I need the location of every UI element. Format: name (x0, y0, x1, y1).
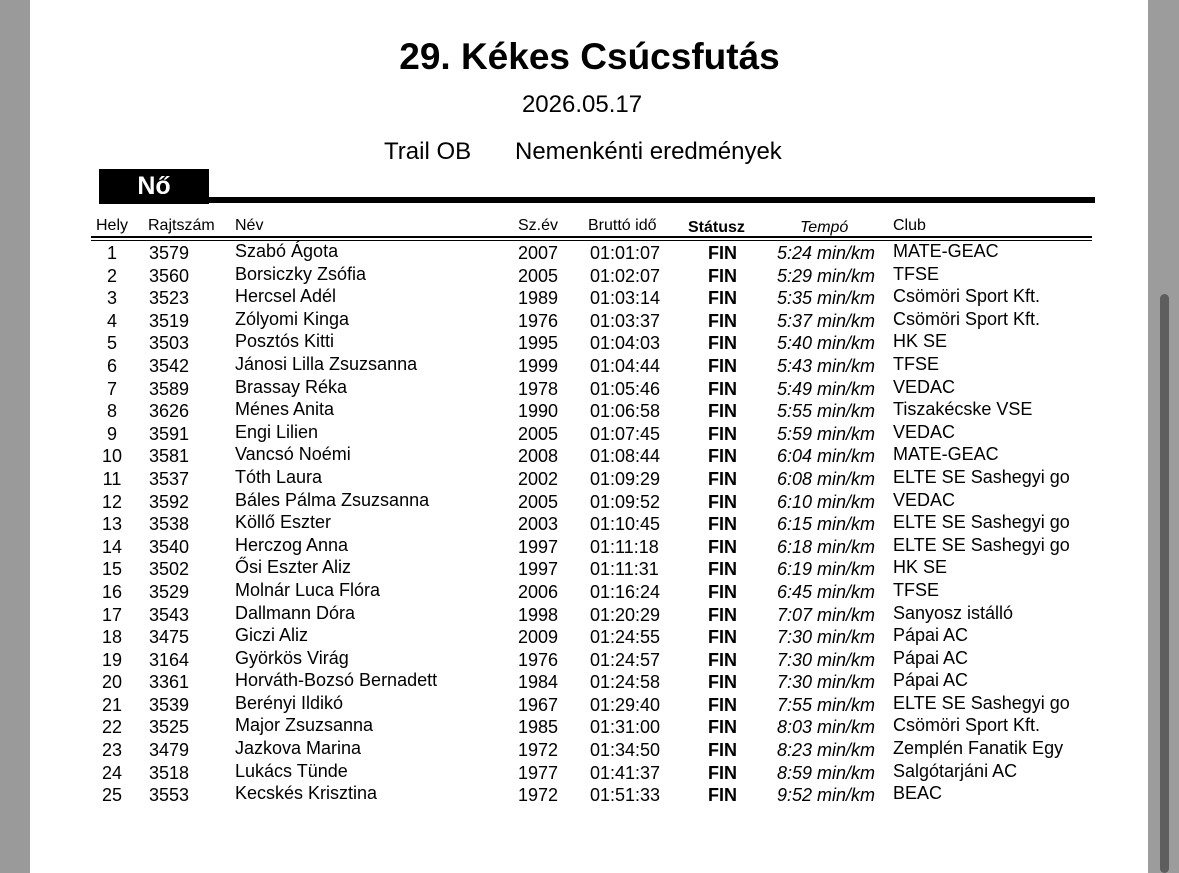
cell-year: 2002 (518, 468, 559, 489)
cell-bib: 3529 (149, 581, 190, 602)
cell-status: FIN (708, 581, 737, 602)
cell-name: Györkös Virág (235, 647, 349, 668)
cell-club: Zemplén Fanatik Egy (893, 738, 1064, 759)
cell-pace: 7:30 min/km (777, 649, 876, 670)
cell-time: 01:51:33 (590, 785, 661, 806)
cell-time: 01:24:57 (590, 649, 661, 670)
cell-name: Berényi Ildikó (235, 692, 344, 713)
cell-year: 1995 (518, 333, 559, 354)
cell-pace: 8:03 min/km (777, 717, 876, 738)
table-row (0, 264, 1179, 287)
cell-time: 01:20:29 (590, 604, 661, 625)
cell-bib: 3579 (149, 243, 190, 263)
table-row (0, 309, 1179, 332)
cell-year: 1977 (518, 762, 559, 783)
cell-time: 01:10:45 (590, 514, 661, 535)
header-rank: Hely (96, 217, 129, 234)
cell-club: Sanyosz istálló (893, 602, 1014, 623)
results-type-label: Nemenkénti eredmények (515, 138, 782, 165)
cell-status: FIN (708, 265, 737, 286)
cell-rank: 7 (106, 378, 117, 399)
cell-pace: 6:04 min/km (777, 446, 876, 467)
cell-bib: 3592 (149, 491, 190, 512)
cell-rank: 9 (106, 423, 117, 444)
table-row (0, 444, 1179, 467)
cell-bib: 3475 (149, 627, 190, 648)
cell-club: Pápai AC (893, 625, 969, 646)
cell-time: 01:16:24 (590, 581, 661, 602)
cell-pace: 8:23 min/km (777, 740, 876, 761)
cell-club: Tiszakécske VSE (893, 399, 1033, 420)
cell-rank: 3 (106, 288, 117, 309)
table-row (0, 738, 1179, 761)
cell-status: FIN (708, 243, 737, 263)
cell-pace: 6:45 min/km (777, 581, 876, 602)
cell-rank: 6 (106, 355, 117, 376)
cell-year: 1978 (518, 378, 559, 399)
cell-bib: 3503 (149, 333, 190, 354)
cell-name: Herczog Anna (235, 534, 349, 555)
cell-status: FIN (708, 310, 737, 331)
cell-pace: 5:43 min/km (777, 355, 876, 376)
cell-pace: 5:49 min/km (777, 378, 876, 399)
cell-pace: 7:55 min/km (777, 694, 876, 715)
cell-bib: 3542 (149, 355, 190, 376)
cell-time: 01:24:55 (590, 627, 661, 648)
cell-time: 01:03:14 (590, 288, 661, 309)
table-row (0, 467, 1179, 490)
cell-club: Csömöri Sport Kft. (893, 286, 1041, 307)
cell-bib: 3479 (149, 740, 190, 761)
cell-rank: 21 (101, 694, 123, 715)
cell-club: Csömöri Sport Kft. (893, 715, 1041, 736)
cell-name: Hercsel Adél (235, 286, 337, 307)
cell-pace: 6:08 min/km (777, 468, 876, 489)
cell-pace: 6:19 min/km (777, 559, 876, 580)
cell-pace: 9:52 min/km (777, 785, 876, 806)
cell-time: 01:41:37 (590, 762, 661, 783)
cell-bib: 3539 (149, 694, 190, 715)
cell-rank: 25 (101, 785, 123, 806)
cell-club: BEAC (893, 783, 943, 804)
cell-year: 1972 (518, 740, 559, 761)
cell-status: FIN (708, 740, 737, 761)
cell-club: ELTE SE Sashegyi go (893, 466, 1070, 487)
cell-bib: 3626 (149, 401, 190, 422)
cell-time: 01:34:50 (590, 740, 661, 761)
cell-time: 01:02:07 (590, 265, 661, 286)
cell-rank: 19 (101, 649, 123, 670)
header-rule (91, 236, 1092, 238)
cell-bib: 3518 (149, 762, 190, 783)
table-row (0, 783, 1179, 806)
table-row (0, 648, 1179, 671)
cell-pace: 7:07 min/km (777, 604, 876, 625)
cell-status: FIN (708, 762, 737, 783)
cell-bib: 3523 (149, 288, 190, 309)
cell-name: Szabó Ágota (235, 241, 339, 261)
header-year: Sz.év (518, 217, 559, 234)
cell-club: Pápai AC (893, 670, 969, 691)
cell-year: 1999 (518, 355, 559, 376)
cell-name: Tóth Laura (235, 466, 323, 487)
cell-name: Posztós Kitti (235, 331, 335, 352)
header-time: Bruttó idő (588, 217, 657, 234)
cell-club: TFSE (893, 263, 940, 284)
cell-pace: 7:30 min/km (777, 627, 876, 648)
cell-time: 01:07:45 (590, 423, 661, 444)
cell-name: Borsiczky Zsófia (235, 263, 367, 284)
cell-year: 2005 (518, 265, 559, 286)
cell-bib: 3164 (149, 649, 190, 670)
cell-time: 01:24:58 (590, 672, 661, 693)
cell-year: 1990 (518, 401, 559, 422)
cell-time: 01:04:44 (590, 355, 661, 376)
cell-bib: 3538 (149, 514, 190, 535)
cell-year: 1985 (518, 717, 559, 738)
cell-pace: 5:24 min/km (777, 243, 876, 263)
cell-rank: 8 (106, 401, 117, 422)
cell-bib: 3560 (149, 265, 190, 286)
cell-bib: 3581 (149, 446, 190, 467)
cell-status: FIN (708, 649, 737, 670)
cell-name: Ménes Anita (235, 399, 335, 420)
cell-bib: 3537 (149, 468, 190, 489)
cell-name: Major Zsuzsanna (235, 715, 374, 736)
cell-name: Brassay Réka (235, 376, 348, 397)
cell-status: FIN (708, 536, 737, 557)
cell-name: Jazkova Marina (235, 738, 362, 759)
cell-club: ELTE SE Sashegyi go (893, 534, 1070, 555)
cell-bib: 3519 (149, 310, 190, 331)
cell-status: FIN (708, 423, 737, 444)
cell-name: Vancsó Noémi (235, 444, 351, 465)
table-row (0, 354, 1179, 377)
cell-status: FIN (708, 468, 737, 489)
cell-pace: 6:10 min/km (777, 491, 876, 512)
cell-time: 01:03:37 (590, 310, 661, 331)
table-row (0, 241, 1179, 264)
cell-rank: 12 (101, 491, 123, 512)
table-row (0, 490, 1179, 513)
cell-pace: 5:59 min/km (777, 423, 876, 444)
section-gender-tag: Nő (99, 169, 209, 204)
cell-rank: 16 (101, 581, 123, 602)
cell-club: TFSE (893, 353, 940, 374)
cell-year: 1967 (518, 694, 559, 715)
cell-name: Molnár Luca Flóra (235, 579, 381, 600)
cell-name: Báles Pálma Zsuzsanna (235, 489, 430, 510)
category-label: Trail OB (384, 138, 472, 165)
cell-year: 2007 (518, 243, 559, 263)
cell-name: Giczi Aliz (235, 625, 309, 646)
table-row (0, 557, 1179, 580)
header-status: Státusz (688, 219, 745, 236)
cell-rank: 14 (101, 536, 123, 557)
cell-name: Zólyomi Kinga (235, 308, 350, 329)
cell-status: FIN (708, 355, 737, 376)
cell-pace: 5:40 min/km (777, 333, 876, 354)
document-title: 29. Kékes Csúcsfutás (399, 36, 780, 77)
cell-status: FIN (708, 785, 737, 806)
header-pace: Tempó (800, 219, 849, 236)
cell-rank: 18 (101, 627, 123, 648)
table-row (0, 377, 1179, 400)
cell-year: 2008 (518, 446, 559, 467)
cell-club: Csömöri Sport Kft. (893, 308, 1041, 329)
cell-status: FIN (708, 514, 737, 535)
cell-time: 01:08:44 (590, 446, 661, 467)
cell-name: Kecskés Krisztina (235, 783, 378, 804)
cell-year: 2003 (518, 514, 559, 535)
cell-rank: 4 (106, 310, 117, 331)
cell-name: Köllő Eszter (235, 512, 332, 533)
cell-year: 1984 (518, 672, 559, 693)
table-row (0, 399, 1179, 422)
table-row (0, 693, 1179, 716)
cell-time: 01:29:40 (590, 694, 661, 715)
section-divider (99, 197, 1095, 203)
cell-name: Jánosi Lilla Zsuzsanna (235, 353, 418, 374)
cell-pace: 6:18 min/km (777, 536, 876, 557)
cell-bib: 3589 (149, 378, 190, 399)
cell-rank: 17 (101, 604, 123, 625)
cell-pace: 6:15 min/km (777, 514, 876, 535)
table-row (0, 715, 1179, 738)
cell-rank: 23 (101, 740, 123, 761)
cell-time: 01:11:18 (590, 536, 659, 557)
cell-name: Ősi Eszter Aliz (235, 557, 352, 578)
cell-bib: 3543 (149, 604, 190, 625)
cell-bib: 3540 (149, 536, 190, 557)
cell-club: HK SE (893, 557, 948, 578)
cell-time: 01:11:31 (590, 559, 659, 580)
cell-pace: 5:55 min/km (777, 401, 876, 422)
cell-year: 2005 (518, 491, 559, 512)
cell-status: FIN (708, 401, 737, 422)
cell-club: MATE-GEAC (893, 444, 999, 465)
cell-bib: 3553 (149, 785, 190, 806)
cell-status: FIN (708, 446, 737, 467)
cell-name: Horváth-Bozsó Bernadett (235, 670, 438, 691)
cell-rank: 15 (101, 559, 123, 580)
cell-pace: 5:29 min/km (777, 265, 876, 286)
cell-year: 2005 (518, 423, 559, 444)
cell-rank: 11 (102, 468, 122, 489)
cell-year: 1998 (518, 604, 559, 625)
cell-status: FIN (708, 378, 737, 399)
cell-bib: 3525 (149, 717, 190, 738)
cell-club: VEDAC (893, 489, 956, 510)
cell-status: FIN (708, 288, 737, 309)
header-name: Név (235, 217, 264, 234)
cell-name: Engi Lilien (235, 421, 319, 442)
cell-time: 01:09:29 (590, 468, 661, 489)
table-row (0, 670, 1179, 693)
cell-pace: 8:59 min/km (777, 762, 876, 783)
cell-year: 1997 (518, 559, 559, 580)
cell-club: VEDAC (893, 421, 956, 442)
cell-year: 1976 (518, 310, 559, 331)
cell-club: TFSE (893, 579, 940, 600)
cell-bib: 3502 (149, 559, 190, 580)
cell-time: 01:09:52 (590, 491, 661, 512)
cell-time: 01:04:03 (590, 333, 661, 354)
cell-pace: 5:37 min/km (777, 310, 876, 331)
results-table (0, 241, 1179, 806)
table-row (0, 603, 1179, 626)
table-row (0, 286, 1179, 309)
cell-time: 01:05:46 (590, 378, 661, 399)
header-bib: Rajtszám (148, 217, 215, 234)
cell-name: Lukács Tünde (235, 760, 348, 781)
cell-rank: 5 (106, 333, 117, 354)
cell-time: 01:01:07 (590, 243, 661, 263)
table-row (0, 535, 1179, 558)
cell-year: 1976 (518, 649, 559, 670)
table-row (0, 512, 1179, 535)
cell-rank: 2 (106, 265, 117, 286)
cell-bib: 3591 (149, 423, 190, 444)
cell-club: ELTE SE Sashegyi go (893, 512, 1070, 533)
cell-time: 01:31:00 (590, 717, 661, 738)
cell-bib: 3361 (149, 672, 190, 693)
cell-status: FIN (708, 604, 737, 625)
cell-rank: 1 (106, 243, 117, 263)
cell-rank: 13 (101, 514, 123, 535)
cell-name: Dallmann Dóra (235, 602, 356, 623)
cell-status: FIN (708, 627, 737, 648)
cell-club: HK SE (893, 331, 948, 352)
cell-status: FIN (708, 559, 737, 580)
cell-club: MATE-GEAC (893, 241, 999, 261)
table-row (0, 580, 1179, 603)
cell-year: 2006 (518, 581, 559, 602)
cell-status: FIN (708, 694, 737, 715)
cell-club: VEDAC (893, 376, 956, 397)
header-club: Club (893, 217, 926, 234)
cell-pace: 7:30 min/km (777, 672, 876, 693)
event-date: 2026.05.17 (521, 91, 643, 118)
cell-club: ELTE SE Sashegyi go (893, 692, 1070, 713)
table-row (0, 331, 1179, 354)
cell-year: 1989 (518, 288, 559, 309)
cell-pace: 5:35 min/km (777, 288, 876, 309)
cell-year: 1997 (518, 536, 559, 557)
cell-time: 01:06:58 (590, 401, 661, 422)
cell-status: FIN (708, 333, 737, 354)
cell-club: Salgótarjáni AC (893, 760, 1018, 781)
cell-status: FIN (708, 491, 737, 512)
cell-rank: 22 (101, 717, 123, 738)
cell-status: FIN (708, 672, 737, 693)
table-row (0, 422, 1179, 445)
cell-rank: 20 (101, 672, 123, 693)
cell-year: 2009 (518, 627, 559, 648)
table-row (0, 761, 1179, 784)
cell-club: Pápai AC (893, 647, 969, 668)
cell-year: 1972 (518, 785, 559, 806)
cell-status: FIN (708, 717, 737, 738)
cell-rank: 24 (101, 762, 123, 783)
table-row (0, 625, 1179, 648)
cell-rank: 10 (101, 446, 123, 467)
